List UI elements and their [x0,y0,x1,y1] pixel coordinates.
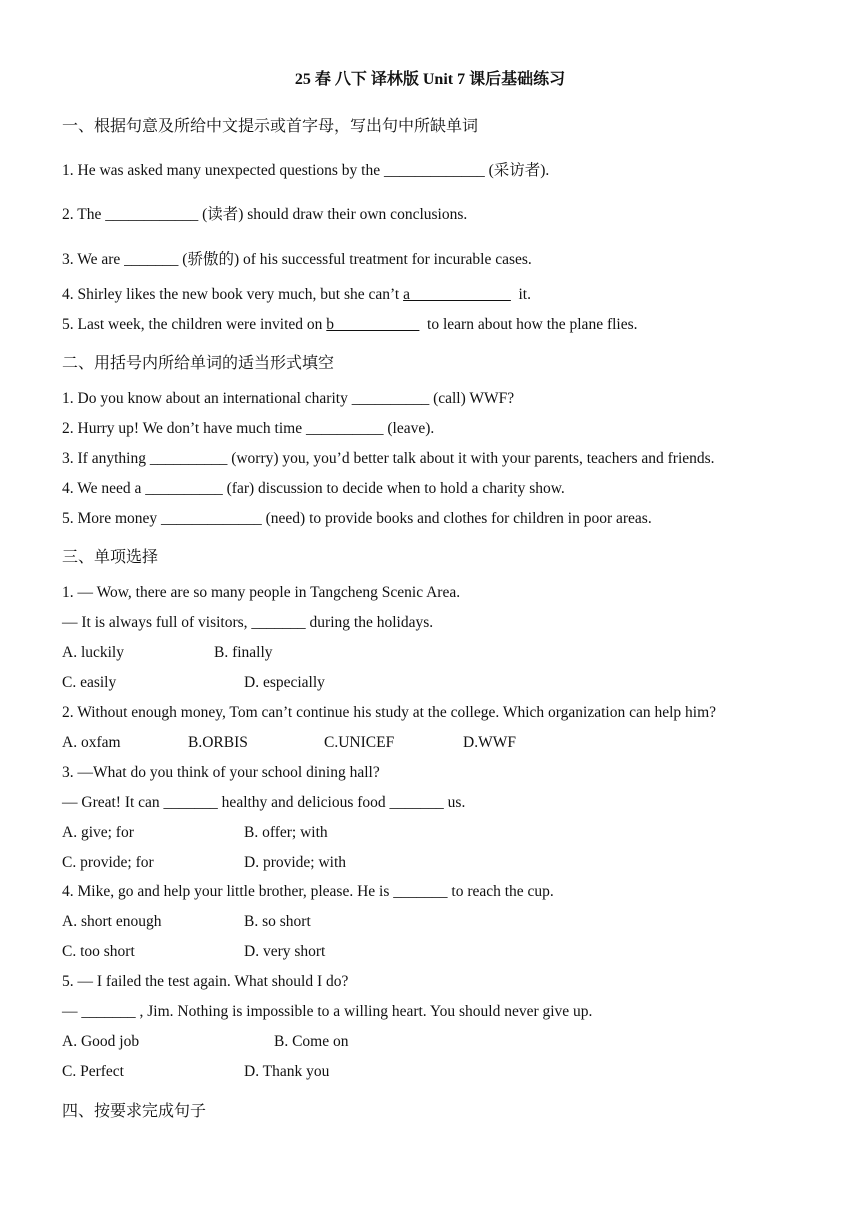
s3-q2-option-a: A. oxfam [62,734,121,751]
s1-question-2: 2. The ____________ (读者) should draw their own conclusions. [62,206,468,223]
s1-question-4 [62,286,531,304]
s3-q1-option-d: D. especially [244,674,325,691]
s3-q4-option-d: D. very short [244,943,326,960]
section-1-heading: 一、根据句意及所给中文提示或首字母，写出句中所缺单词 [62,116,479,135]
s3-q1-option-a: A. luckily [62,644,124,661]
s3-q5-option-a: A. Good job [62,1033,140,1050]
s3-q2-option-c: C.UNICEF [324,734,395,751]
s1-q5-tail: to learn about how the plane flies. [419,316,638,333]
s3-q2-line-1: 2. Without enough money, Tom can’t continue his study at the college. Which organization can help him? [62,704,717,721]
s1-q5-hint: b___________ [326,316,420,333]
s3-q1-line-1: 1. — Wow, there are so many people in Tangcheng Scenic Area. [62,584,461,601]
s1-q4-text: 4. Shirley likes the new book very much, but she can’t [62,286,404,303]
s3-q5-line-2: — _______ , Jim. Nothing is impossible to a willing heart. You should never give up. [62,1003,593,1020]
section-2-heading: 二、用括号内所给单词的适当形式填空 [62,353,335,372]
s3-q1-line-2: — It is always full of visitors, _______ during the holidays. [62,614,434,631]
section-3-heading: 三、单项选择 [62,547,159,566]
s3-q4-option-b: B. so short [244,913,311,930]
s3-q3-line-2: — Great! It can _______ healthy and delicious food _______ us. [62,794,466,811]
s3-q5-option-d: D. Thank you [244,1063,330,1080]
s2-question-4: 4. We need a __________ (far) discussion to decide when to hold a charity show. [62,480,565,497]
s3-q5-line-1: 5. — I failed the test again. What should I do? [62,973,349,990]
s3-q3-option-b: B. offer; with [244,824,328,841]
s2-question-1: 1. Do you know about an international charity __________ (call) WWF? [62,390,515,407]
s3-q1-option-b: B. finally [214,644,273,661]
s1-question-5 [62,316,638,334]
s3-q3-line-1: 3. —What do you think of your school dining hall? [62,764,380,781]
s3-q3-option-d: D. provide; with [244,854,347,871]
section-4-heading: 四、按要求完成句子 [62,1101,207,1120]
s1-q4-hint: a_____________ [403,286,511,303]
s1-question-1: 1. He was asked many unexpected questions by the _____________ (采访者). [62,162,550,179]
s3-q3-option-a: A. give; for [62,824,134,841]
page-title: 25 春 八下 译林版 Unit 7 课后基础练习 [294,71,566,88]
s3-q1-option-c: C. easily [62,674,117,691]
s2-question-5: 5. More money _____________ (need) to provide books and clothes for children in poor areas. [62,510,652,527]
s3-q4-option-c: C. too short [62,943,135,960]
s3-q4-line-1: 4. Mike, go and help your little brother, please. He is _______ to reach the cup. [62,883,554,900]
s3-q5-option-c: C. Perfect [62,1063,124,1080]
s3-q4-option-a: A. short enough [62,913,162,930]
s2-question-2: 2. Hurry up! We don’t have much time __________ (leave). [62,420,435,437]
s3-q2-option-b: B.ORBIS [188,734,248,751]
s1-q5-text: 5. Last week, the children were invited on [62,316,327,333]
s3-q2-option-d: D.WWF [463,734,516,751]
s2-question-3: 3. If anything __________ (worry) you, you’d better talk about it with your parents, teachers and friends. [62,450,715,467]
s3-q5-option-b: B. Come on [274,1033,349,1050]
s1-question-3: 3. We are _______ (骄傲的) of his successful treatment for incurable cases. [62,251,532,268]
s1-q4-tail: it. [510,286,531,303]
s3-q3-option-c: C. provide; for [62,854,154,871]
